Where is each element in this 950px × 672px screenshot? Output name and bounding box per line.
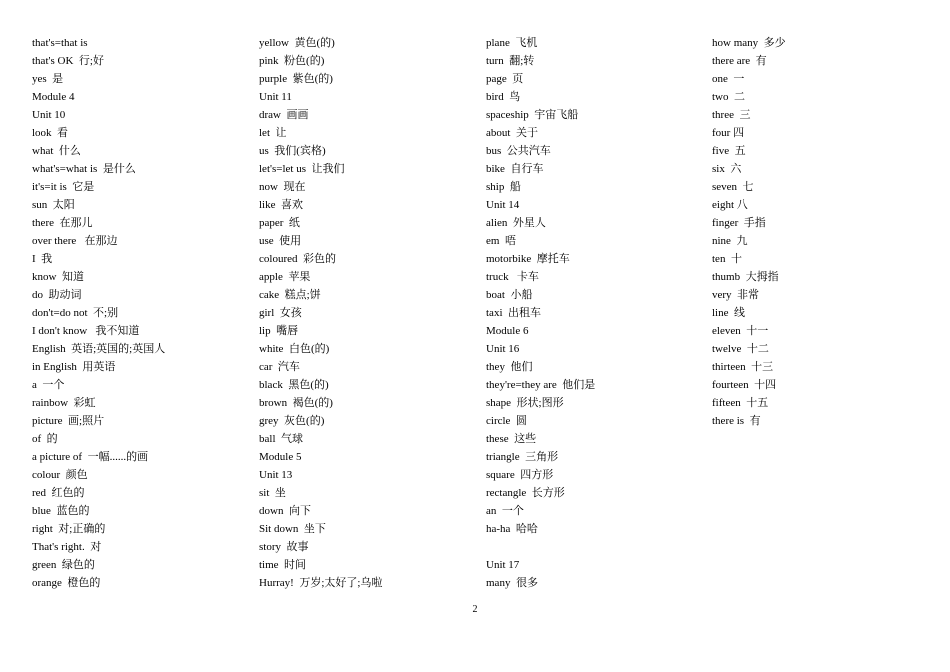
vocab-entry: very 非常 [712,289,760,301]
vocab-entry: yes 是 [32,73,64,85]
vocab-entry: nine 九 [712,235,748,247]
vocab-entry: green 绿色的 [32,559,95,571]
vocab-entry: draw 画画 [259,109,309,121]
vocab-entry: circle 圆 [486,415,527,427]
vocab-entry: pink 粉色(的) [259,55,325,67]
vocab-column-1 [32,34,252,592]
vocab-entry: picture 画;照片 [32,415,105,427]
section-heading: Unit 11 [259,91,292,103]
vocab-column-3 [486,34,706,592]
vocab-entry: I don't know 我不知道 [32,325,140,337]
vocab-entry: us 我们(宾格) [259,145,326,157]
blank-line [486,538,706,556]
vocab-entry: now 现在 [259,181,306,193]
vocab-entry: That's right. 对 [32,541,102,553]
vocab-entry: twelve 十二 [712,343,769,355]
vocab-entry: colour 颜色 [32,469,88,481]
vocab-entry: cake 糕点;饼 [259,289,321,301]
vocab-column-4 [712,34,932,430]
vocab-entry: do 助动词 [32,289,82,301]
vocab-entry: coloured 彩色的 [259,253,336,265]
section-heading: Unit 17 [486,559,520,571]
vocab-entry: plane 飞机 [486,37,538,49]
vocab-entry: paper 纸 [259,217,300,229]
vocab-entry: four 四 [712,127,745,139]
section-heading: Unit 14 [486,199,520,211]
vocab-entry: many 很多 [486,577,538,589]
vocab-entry: they 他们 [486,361,533,373]
vocab-entry: bike 自行车 [486,163,544,175]
vocab-entry: ha-ha 哈哈 [486,523,538,535]
vocab-entry: ball 气球 [259,433,303,445]
vocab-entry: girl 女孩 [259,307,302,319]
section-heading: Unit 10 [32,109,66,121]
vocab-entry: motorbike 摩托车 [486,253,570,265]
section-heading: Unit 13 [259,469,293,481]
vocab-entry: page 页 [486,73,524,85]
vocab-entry: bus 公共汽车 [486,145,551,157]
vocab-entry: an 一个 [486,505,524,517]
vocab-entry: there are 有 [712,55,767,67]
vocab-entry: time 时间 [259,559,307,571]
vocab-entry: ship 船 [486,181,521,193]
vocab-entry: let 让 [259,127,287,139]
vocab-entry: triangle 三角形 [486,451,559,463]
vocab-entry: apple 苹果 [259,271,311,283]
vocab-entry: a picture of 一幅......的画 [32,451,149,463]
vocab-entry: about 关于 [486,127,538,139]
vocab-entry: six 六 [712,163,742,175]
vocab-entry: grey 灰色(的) [259,415,325,427]
vocab-column-2 [259,34,479,592]
vocab-entry: that's=that is [32,37,88,49]
vocab-entry: em 唔 [486,235,516,247]
vocab-entry: don't=do not 不;别 [32,307,119,319]
vocab-entry: like 喜欢 [259,199,303,211]
vocab-entry: ten 十 [712,253,742,265]
vocab-entry: right 对;正确的 [32,523,106,535]
vocab-entry: two 二 [712,91,745,103]
vocab-entry: know 知道 [32,271,84,283]
vocab-entry: truck 卡车 [486,271,539,283]
vocab-entry: story 故事 [259,541,309,553]
vocab-entry: sun 太阳 [32,199,75,211]
vocab-entry: thumb 大拇指 [712,271,779,283]
vocab-entry: what's=what is 是什么 [32,163,136,175]
vocab-entry: purple 紫色(的) [259,73,333,85]
vocab-entry: I 我 [32,253,53,265]
vocab-entry: how many 多少 [712,37,786,49]
section-heading: Module 5 [259,451,302,463]
page-number: 2 [472,604,478,615]
vocab-entry: look 看 [32,127,69,139]
vocab-entry: finger 手指 [712,217,766,229]
vocab-entry: a 一个 [32,379,65,391]
vocab-entry: spaceship 宇宙飞船 [486,109,579,121]
vocab-entry: black 黑色(的) [259,379,329,391]
vocab-entry: Sit down 坐下 [259,523,326,535]
vocab-entry: brown 褐色(的) [259,397,333,409]
vocab-entry: sit 坐 [259,487,286,499]
vocab-entry: what 什么 [32,145,81,157]
vocab-entry: three 三 [712,109,751,121]
vocab-entry: these 这些 [486,433,537,445]
vocab-entry: line 线 [712,307,745,319]
vocab-entry: turn 翻;转 [486,55,535,67]
vocab-entry: eleven 十一 [712,325,769,337]
vocab-entry: they're=they are 他们是 [486,379,596,391]
vocab-entry: let's=let us 让我们 [259,163,345,175]
vocab-entry: in English 用英语 [32,361,116,373]
section-heading: Module 6 [486,325,529,337]
vocab-entry: there is 有 [712,415,761,427]
vocab-entry: fifteen 十五 [712,397,769,409]
vocab-entry: shape 形状;图形 [486,397,564,409]
vocab-entry: bird 鸟 [486,91,521,103]
vocab-entry: rainbow 彩虹 [32,397,96,409]
vocab-entry: white 白色(的) [259,343,330,355]
vocab-entry: blue 蓝色的 [32,505,90,517]
vocab-entry: alien 外星人 [486,217,546,229]
vocab-entry: thirteen 十三 [712,361,774,373]
vocab-entry: one 一 [712,73,745,85]
vocab-entry: rectangle 长方形 [486,487,565,499]
vocab-entry: eight 八 [712,199,748,211]
vocab-entry: over there 在那边 [32,235,118,247]
vocab-entry: it's=it is 它是 [32,181,95,193]
vocab-entry: taxi 出租车 [486,307,541,319]
vocab-entry: five 五 [712,145,746,157]
vocab-entry: orange 橙色的 [32,577,101,589]
section-heading: Unit 16 [486,343,520,355]
vocab-entry: English 英语;英国的;英国人 [32,343,166,355]
vocab-entry: yellow 黄色(的) [259,37,335,49]
vocab-entry: lip 嘴唇 [259,325,299,337]
vocab-entry: of 的 [32,433,58,445]
vocab-entry: down 向下 [259,505,311,517]
vocab-entry: Hurray! 万岁;太好了;乌啦 [259,577,383,589]
vocab-entry: square 四方形 [486,469,554,481]
vocab-entry: red 红色的 [32,487,85,499]
section-heading: Module 4 [32,91,75,103]
vocab-entry: that's OK 行;好 [32,55,104,67]
vocab-entry: use 使用 [259,235,302,247]
vocab-entry: fourteen 十四 [712,379,777,391]
vocab-entry: there 在那儿 [32,217,93,229]
vocab-entry: car 汽车 [259,361,300,373]
vocab-entry: boat 小船 [486,289,533,301]
vocab-entry: seven 七 [712,181,754,193]
